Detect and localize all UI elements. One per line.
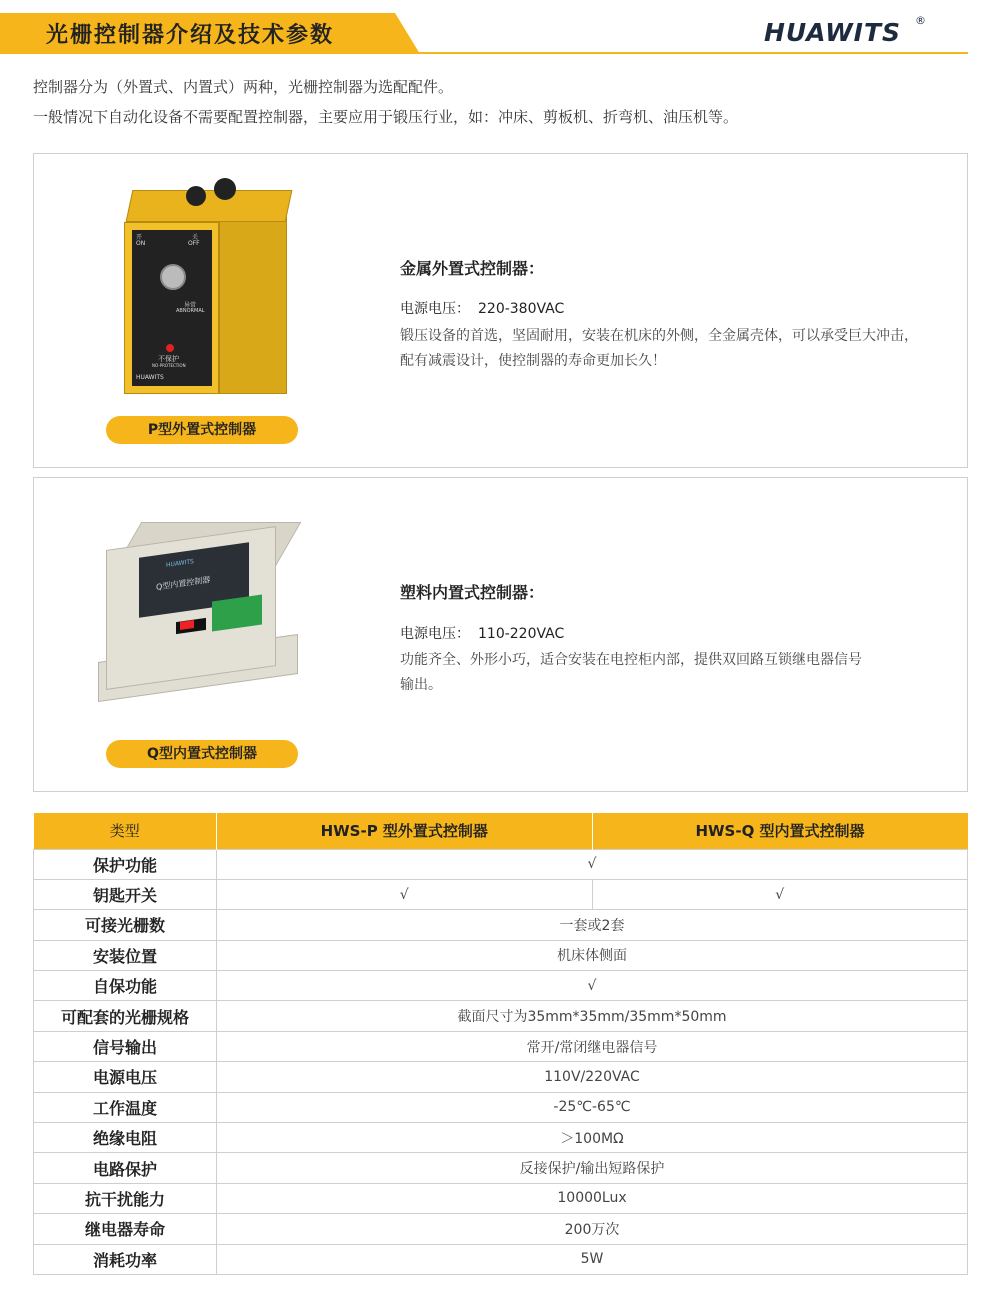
row-key: 信号输出 — [34, 1031, 217, 1061]
row-key: 抗干扰能力 — [34, 1183, 217, 1213]
row-value: √ — [217, 971, 968, 1001]
product-description: 功能齐全、外形小巧，适合安装在电控柜内部，提供双回路互锁继电器信号输出。 — [400, 652, 862, 693]
power-spec — [400, 623, 564, 643]
row-key: 消耗功率 — [34, 1244, 217, 1274]
power-value: 220-380VAC — [478, 301, 565, 317]
row-key: 可接光栅数 — [34, 910, 217, 940]
row-key: 保护功能 — [34, 849, 217, 879]
table-row — [34, 940, 968, 970]
product-badge: Q型内置式控制器 — [106, 740, 298, 768]
table-row — [34, 849, 968, 879]
key-lock-icon — [160, 264, 186, 290]
on-cn-text: 开 — [136, 234, 143, 241]
power-value: 110-220VAC — [478, 626, 565, 642]
registered-mark: ® — [915, 14, 926, 27]
brand-logo: HUAWITS — [764, 18, 902, 47]
off-cn-text: 关 — [192, 234, 199, 241]
table-header-row — [34, 813, 968, 849]
row-value: 10000Lux — [217, 1183, 968, 1213]
row-key: 钥匙开关 — [34, 879, 217, 909]
device-brand-text: HUAWITS — [136, 374, 164, 381]
led-icon — [166, 344, 174, 352]
row-value: -25℃-65℃ — [217, 1092, 968, 1122]
row-value-p: √ — [217, 879, 593, 909]
row-value: 反接保护/输出短路保护 — [217, 1153, 968, 1183]
on-en-text: ON — [136, 240, 146, 247]
row-value: 110V/220VAC — [217, 1062, 968, 1092]
product-card-q — [33, 477, 968, 792]
header-q: HWS-Q 型内置式控制器 — [592, 813, 968, 849]
product-card-p — [33, 153, 968, 468]
header-p: HWS-P 型外置式控制器 — [217, 813, 593, 849]
table-row — [34, 1001, 968, 1031]
device-brand-text: HUAWITS — [166, 558, 194, 569]
device-top — [126, 190, 293, 222]
page-header — [0, 0, 1000, 60]
abnormal-cn-text: 异常 — [184, 302, 197, 309]
knob-icon — [186, 186, 206, 206]
abnormal-en-text: ABNORMAL — [176, 308, 205, 314]
intro-line-2: 一般情况下自动化设备不需要配置控制器，主要应用于锻压行业，如：冲床、剪板机、折弯机、油压机等。 — [33, 108, 739, 126]
p-controller-image — [114, 178, 294, 398]
product-description: 锻压设备的首选，坚固耐用，安装在机床的外侧，全金属壳体，可以承受巨大冲击，配有减震设计，使控制器的寿命更加长久！ — [400, 328, 918, 369]
row-value: 机床体侧面 — [217, 940, 968, 970]
table-row — [34, 1031, 968, 1061]
product-title: 金属外置式控制器： — [400, 259, 545, 278]
knob-icon — [214, 178, 236, 200]
row-value: 5W — [217, 1244, 968, 1274]
row-value: ＞100MΩ — [217, 1123, 968, 1153]
header-divider — [400, 52, 968, 54]
table-row — [34, 910, 968, 940]
row-value: 一套或2套 — [217, 910, 968, 940]
row-value: 截面尺寸为35mm*35mm/35mm*50mm — [217, 1001, 968, 1031]
device-side — [219, 208, 287, 394]
device-label-text: Q型内置控制器 — [156, 575, 211, 592]
intro-line-1: 控制器分为（外置式、内置式）两种，光栅控制器为选配配件。 — [33, 78, 454, 96]
row-key: 自保功能 — [34, 971, 217, 1001]
noprotect-en-text: NO-PROTECTION — [152, 363, 186, 368]
table-row — [34, 1153, 968, 1183]
table-row — [34, 1214, 968, 1244]
row-key: 继电器寿命 — [34, 1214, 217, 1244]
table-row — [34, 879, 968, 909]
row-key: 工作温度 — [34, 1092, 217, 1122]
table-row — [34, 1092, 968, 1122]
power-label: 电源电压： — [400, 626, 470, 642]
spec-table — [33, 813, 968, 1275]
table-row — [34, 971, 968, 1001]
row-key: 绝缘电阻 — [34, 1123, 217, 1153]
noprotect-cn-text: 不保护 — [158, 355, 179, 363]
row-value-q: √ — [592, 879, 968, 909]
product-title: 塑料内置式控制器： — [400, 583, 545, 602]
off-en-text: OFF — [188, 240, 200, 247]
table-row — [34, 1062, 968, 1092]
table-row — [34, 1244, 968, 1274]
row-key: 可配套的光栅规格 — [34, 1001, 217, 1031]
row-value: 200万次 — [217, 1214, 968, 1244]
table-row — [34, 1123, 968, 1153]
row-key: 电源电压 — [34, 1062, 217, 1092]
product-badge: P型外置式控制器 — [106, 416, 298, 444]
power-label: 电源电压： — [400, 301, 470, 317]
row-key: 安装位置 — [34, 940, 217, 970]
table-row — [34, 1183, 968, 1213]
row-key: 电路保护 — [34, 1153, 217, 1183]
power-spec — [400, 298, 564, 318]
row-value: 常开/常闭继电器信号 — [217, 1031, 968, 1061]
page-title: 光栅控制器介绍及技术参数 — [46, 23, 335, 48]
header-type: 类型 — [34, 813, 217, 849]
row-value: √ — [217, 849, 968, 879]
q-controller-image — [94, 498, 304, 708]
